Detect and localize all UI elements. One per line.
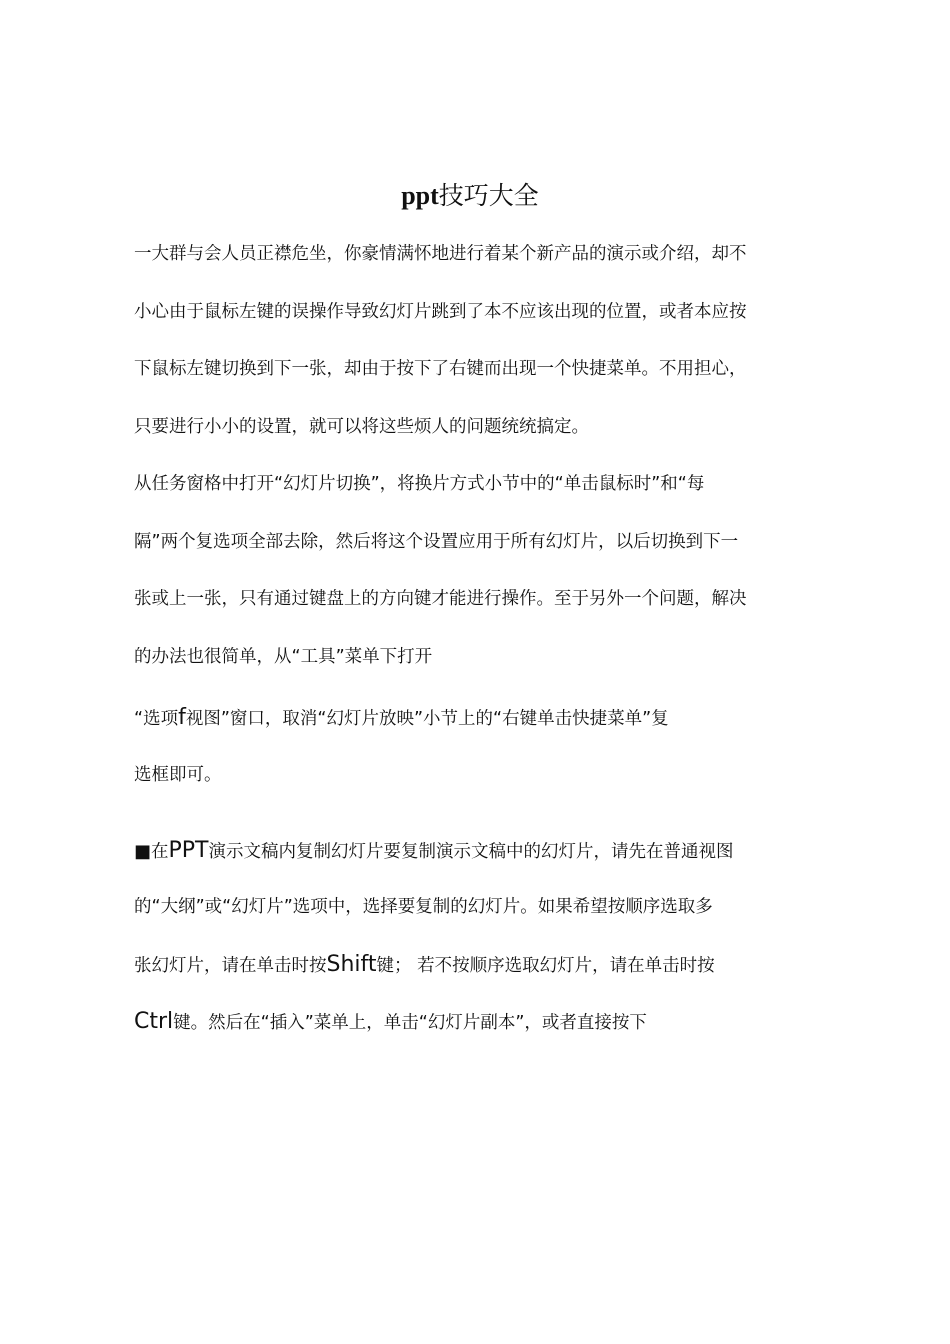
document-title bbox=[0, 178, 940, 214]
paragraph-line: 从任务窗格中打开“幻灯片切换”，将换片方式小节中的“单击鼠标时”和“每 bbox=[134, 474, 705, 494]
paragraph-line: 隔”两个复选项全部去除，然后将这个设置应用于所有幻灯片，以后切换到下一 bbox=[134, 531, 739, 552]
text-segment-shift: Shift bbox=[326, 952, 377, 977]
paragraph-intro bbox=[134, 226, 810, 456]
paragraph-line bbox=[134, 993, 810, 1050]
text-segment: “选项 bbox=[134, 709, 179, 729]
text-segment: 视图”窗口，取消“幻灯片放映”小节上的“右键单击快捷菜单”复 bbox=[185, 709, 669, 729]
paragraph-options-view bbox=[134, 689, 810, 804]
text-segment: 在 bbox=[151, 842, 169, 862]
paragraph-line bbox=[134, 822, 810, 879]
text-segment-ppt: PPT bbox=[168, 838, 209, 863]
paragraph-line: 小心由于鼠标左键的误操作导致幻灯片跳到了本不应该出现的位置，或者本应按 bbox=[134, 301, 747, 322]
paragraph-line: 张或上一张，只有通过键盘上的方向键才能进行操作。至于另外一个问题，解决 bbox=[134, 589, 747, 609]
text-segment: 键。然后在“插入”菜单上，单击“幻灯片副本”，或者直接按下 bbox=[173, 1013, 647, 1033]
title-latin: ppt bbox=[401, 181, 439, 210]
paragraph-line bbox=[134, 689, 810, 747]
paragraph-line: 一大群与会人员正襟危坐，你豪情满怀地进行着某个新产品的演示或介绍，却不 bbox=[134, 244, 747, 264]
paragraph-line: 下鼠标左键切换到下一张，却由于按下了右键而出现一个快捷菜单。不用担心， bbox=[134, 359, 747, 379]
square-bullet-icon: ■ bbox=[134, 841, 152, 862]
text-segment-ctrl: Ctrl bbox=[134, 1009, 174, 1034]
text-segment: 演示文稿内复制幻灯片要复制演示文稿中的幻灯片，请先在普通视图 bbox=[208, 842, 734, 862]
paragraph-line bbox=[134, 936, 810, 993]
paragraph-line: 的“大纲”或“幻灯片”选项中，选择要复制的幻灯片。如果希望按顺序选取多 bbox=[134, 897, 713, 917]
text-segment-f: f bbox=[178, 705, 186, 730]
paragraph-line: 选框即可。 bbox=[134, 764, 222, 785]
paragraph-copy-slides bbox=[134, 822, 810, 1050]
paragraph-line: 的办法也很简单，从“工具”菜单下打开 bbox=[134, 646, 433, 667]
title-cjk: 技巧大全 bbox=[438, 181, 539, 210]
paragraph-line: 只要进行小小的设置，就可以将这些烦人的问题统统搞定。 bbox=[134, 416, 589, 437]
text-segment: 键； 若不按顺序选取幻灯片，请在单击时按 bbox=[376, 956, 715, 976]
paragraph-slide-transition bbox=[134, 456, 810, 686]
text-segment: 张幻灯片，请在单击时按 bbox=[134, 956, 327, 976]
